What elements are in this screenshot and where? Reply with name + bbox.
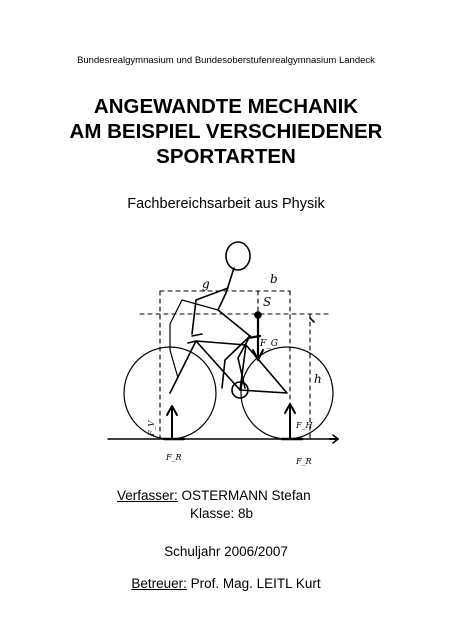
label-b: b <box>270 272 278 286</box>
school-year: Schuljahr 2006/2007 <box>164 544 288 559</box>
label-h: h <box>314 372 322 386</box>
author-label: Verfasser: <box>117 488 178 503</box>
label-s: S <box>263 295 272 309</box>
rider-head <box>226 242 250 270</box>
rider-arm <box>192 288 228 334</box>
supervisor-label: Betreuer: <box>131 576 187 591</box>
label-fr-rear: F_R <box>296 457 312 466</box>
cyclist-sketch-drawing <box>100 238 350 470</box>
label-g: g <box>202 277 210 291</box>
cyclist-sketch <box>100 238 350 470</box>
label-fg: F_G <box>260 339 278 349</box>
subtitle: Fachbereichsarbeit aus Physik <box>127 196 325 212</box>
author-line <box>117 488 311 503</box>
school-name: Bundesrealgymnasium und Bundesoberstufenrealgymnasium Landeck <box>77 55 375 66</box>
label-fv: F_V <box>147 420 156 436</box>
rider-torso <box>218 268 250 336</box>
supervisor-name: Prof. Mag. LEITL Kurt <box>190 576 321 591</box>
title-line-2: AM BEISPIEL VERSCHIEDENER <box>69 120 383 143</box>
label-fr-front: F_R <box>166 453 182 462</box>
author-name: OSTERMANN Stefan <box>181 488 311 503</box>
title-line-1: ANGEWANDTE MECHANIK <box>93 95 359 118</box>
label-fh: F_H <box>296 421 313 430</box>
page-title <box>0 94 452 169</box>
class-info: Klasse: 8b <box>190 506 254 521</box>
title-line-3: SPORTARTEN <box>156 145 296 168</box>
supervisor-line <box>0 576 452 591</box>
